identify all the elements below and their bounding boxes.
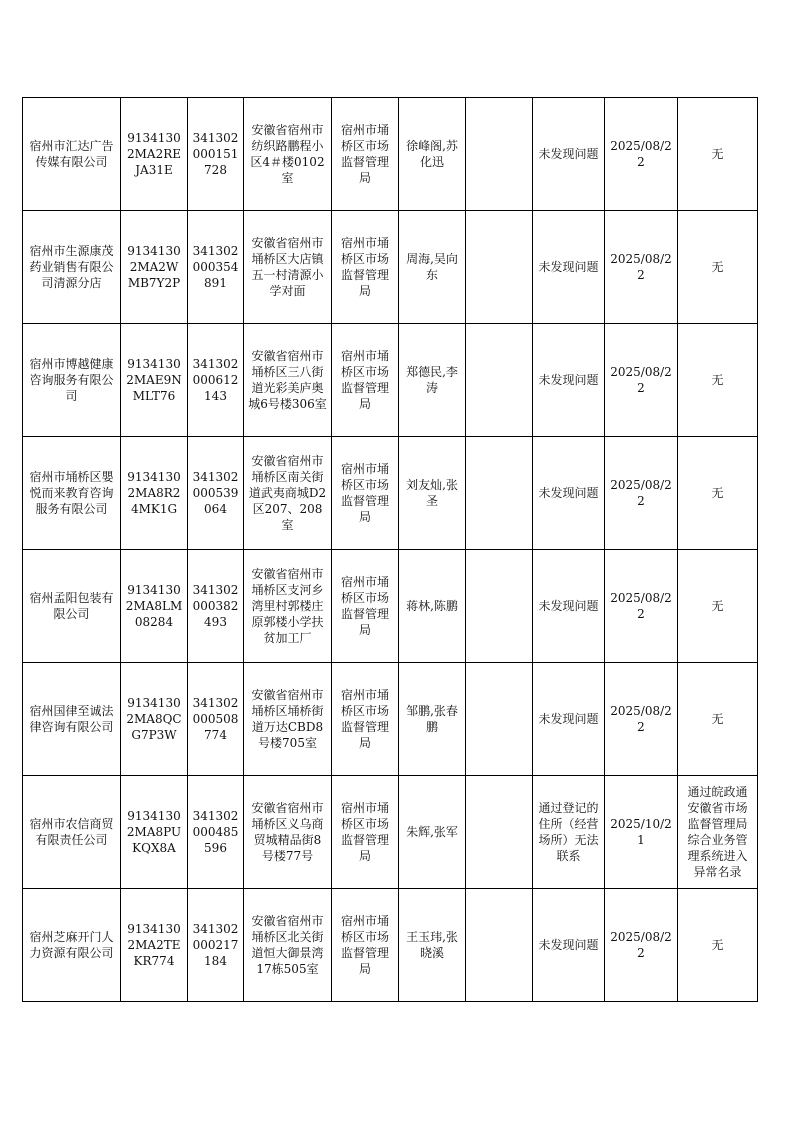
date-cell: 2025/08/22	[605, 437, 678, 550]
table-row	[23, 889, 758, 1002]
inspection-result-cell: 未发现问题	[533, 663, 605, 776]
date-cell: 2025/08/22	[605, 663, 678, 776]
table-row	[23, 437, 758, 550]
company-name-cell: 宿州市农信商贸有限责任公司	[23, 776, 121, 889]
inspectors-cell: 蒋林,陈鹏	[399, 550, 466, 663]
date-cell: 2025/08/22	[605, 98, 678, 211]
credit-code-cell: 91341302MA2WMB7Y2P	[121, 211, 188, 324]
company-name-cell: 宿州市埇桥区嬰悦而来教育咨询服务有限公司	[23, 437, 121, 550]
company-name-cell: 宿州市汇达广告传媒有限公司	[23, 98, 121, 211]
table-row	[23, 211, 758, 324]
inspectors-cell: 朱辉,张军	[399, 776, 466, 889]
blank-cell	[466, 776, 533, 889]
note-cell: 无	[678, 663, 758, 776]
inspection-result-cell: 未发现问题	[533, 550, 605, 663]
address-cell: 安徽省宿州市纺织路鹏程小区4＃楼0102室	[244, 98, 332, 211]
note-cell: 无	[678, 437, 758, 550]
inspection-result-cell: 未发现问题	[533, 98, 605, 211]
note-cell: 无	[678, 211, 758, 324]
date-cell: 2025/10/21	[605, 776, 678, 889]
credit-code-cell: 91341302MA8R24MK1G	[121, 437, 188, 550]
company-name-cell: 宿州芝麻开门人力资源有限公司	[23, 889, 121, 1002]
blank-cell	[466, 98, 533, 211]
registration-number-cell: 341302000382493	[188, 550, 244, 663]
date-cell: 2025/08/22	[605, 211, 678, 324]
registration-number-cell: 341302000485596	[188, 776, 244, 889]
address-cell: 安徽省宿州市埇桥区北关街道恒大御景湾17栋505室	[244, 889, 332, 1002]
authority-cell: 宿州市埇桥区市场监督管理局	[332, 889, 399, 1002]
address-cell: 安徽省宿州市埇桥区三八街道光彩美庐奥城6号楼306室	[244, 324, 332, 437]
date-cell: 2025/08/22	[605, 550, 678, 663]
authority-cell: 宿州市埇桥区市场监督管理局	[332, 98, 399, 211]
inspectors-cell: 周海,吴向东	[399, 211, 466, 324]
table-row	[23, 776, 758, 889]
inspection-result-cell: 未发现问题	[533, 437, 605, 550]
inspection-result-cell: 未发现问题	[533, 211, 605, 324]
inspectors-cell: 郑德民,李涛	[399, 324, 466, 437]
address-cell: 安徽省宿州市埇桥区埇桥街道万达CBD8号楼705室	[244, 663, 332, 776]
authority-cell: 宿州市埇桥区市场监督管理局	[332, 324, 399, 437]
address-cell: 安徽省宿州市埇桥区大店镇五一村清源小学对面	[244, 211, 332, 324]
company-name-cell: 宿州孟阳包装有限公司	[23, 550, 121, 663]
blank-cell	[466, 550, 533, 663]
inspectors-cell: 王玉玮,张晓溪	[399, 889, 466, 1002]
blank-cell	[466, 889, 533, 1002]
table-row	[23, 550, 758, 663]
inspection-results-table	[22, 97, 758, 1002]
authority-cell: 宿州市埇桥区市场监督管理局	[332, 437, 399, 550]
blank-cell	[466, 211, 533, 324]
note-cell: 无	[678, 324, 758, 437]
credit-code-cell: 91341302MA8QCG7P3W	[121, 663, 188, 776]
inspectors-cell: 邹鹏,张春鹏	[399, 663, 466, 776]
inspectors-cell: 刘友灿,张圣	[399, 437, 466, 550]
address-cell: 安徽省宿州市埇桥区义乌商贸城精品街8号楼77号	[244, 776, 332, 889]
blank-cell	[466, 324, 533, 437]
credit-code-cell: 91341302MA8LM08284	[121, 550, 188, 663]
table-row	[23, 663, 758, 776]
registration-number-cell: 341302000612143	[188, 324, 244, 437]
note-cell: 无	[678, 98, 758, 211]
company-name-cell: 宿州国律至诚法律咨询有限公司	[23, 663, 121, 776]
registration-number-cell: 341302000217184	[188, 889, 244, 1002]
registration-number-cell: 341302000508774	[188, 663, 244, 776]
company-name-cell: 宿州市博越健康咨询服务有限公司	[23, 324, 121, 437]
date-cell: 2025/08/22	[605, 889, 678, 1002]
authority-cell: 宿州市埇桥区市场监督管理局	[332, 663, 399, 776]
address-cell: 安徽省宿州市埇桥区支河乡湾里村郭楼庄原郭楼小学扶贫加工厂	[244, 550, 332, 663]
table-body	[23, 98, 758, 1002]
company-name-cell: 宿州市生源康茂药业销售有限公司清源分店	[23, 211, 121, 324]
address-cell: 安徽省宿州市埇桥区南关街道武夷商城D2区207、208室	[244, 437, 332, 550]
registration-number-cell: 341302000151728	[188, 98, 244, 211]
note-cell: 无	[678, 550, 758, 663]
date-cell: 2025/08/22	[605, 324, 678, 437]
authority-cell: 宿州市埇桥区市场监督管理局	[332, 211, 399, 324]
table-row	[23, 324, 758, 437]
credit-code-cell: 91341302MA2TEKR774	[121, 889, 188, 1002]
blank-cell	[466, 437, 533, 550]
authority-cell: 宿州市埇桥区市场监督管理局	[332, 550, 399, 663]
inspection-result-cell: 未发现问题	[533, 889, 605, 1002]
table-row	[23, 98, 758, 211]
registration-number-cell: 341302000354891	[188, 211, 244, 324]
note-cell: 无	[678, 889, 758, 1002]
blank-cell	[466, 663, 533, 776]
inspection-result-cell: 通过登记的住所（经营场所）无法联系	[533, 776, 605, 889]
credit-code-cell: 91341302MA8PUKQX8A	[121, 776, 188, 889]
registration-number-cell: 341302000539064	[188, 437, 244, 550]
inspectors-cell: 徐峰阁,苏化迅	[399, 98, 466, 211]
credit-code-cell: 91341302MA2REJA31E	[121, 98, 188, 211]
inspection-result-cell: 未发现问题	[533, 324, 605, 437]
authority-cell: 宿州市埇桥区市场监督管理局	[332, 776, 399, 889]
note-cell: 通过皖政通安徽省市场监督管理局综合业务管理系统进入异常名录	[678, 776, 758, 889]
credit-code-cell: 91341302MAE9NMLT76	[121, 324, 188, 437]
